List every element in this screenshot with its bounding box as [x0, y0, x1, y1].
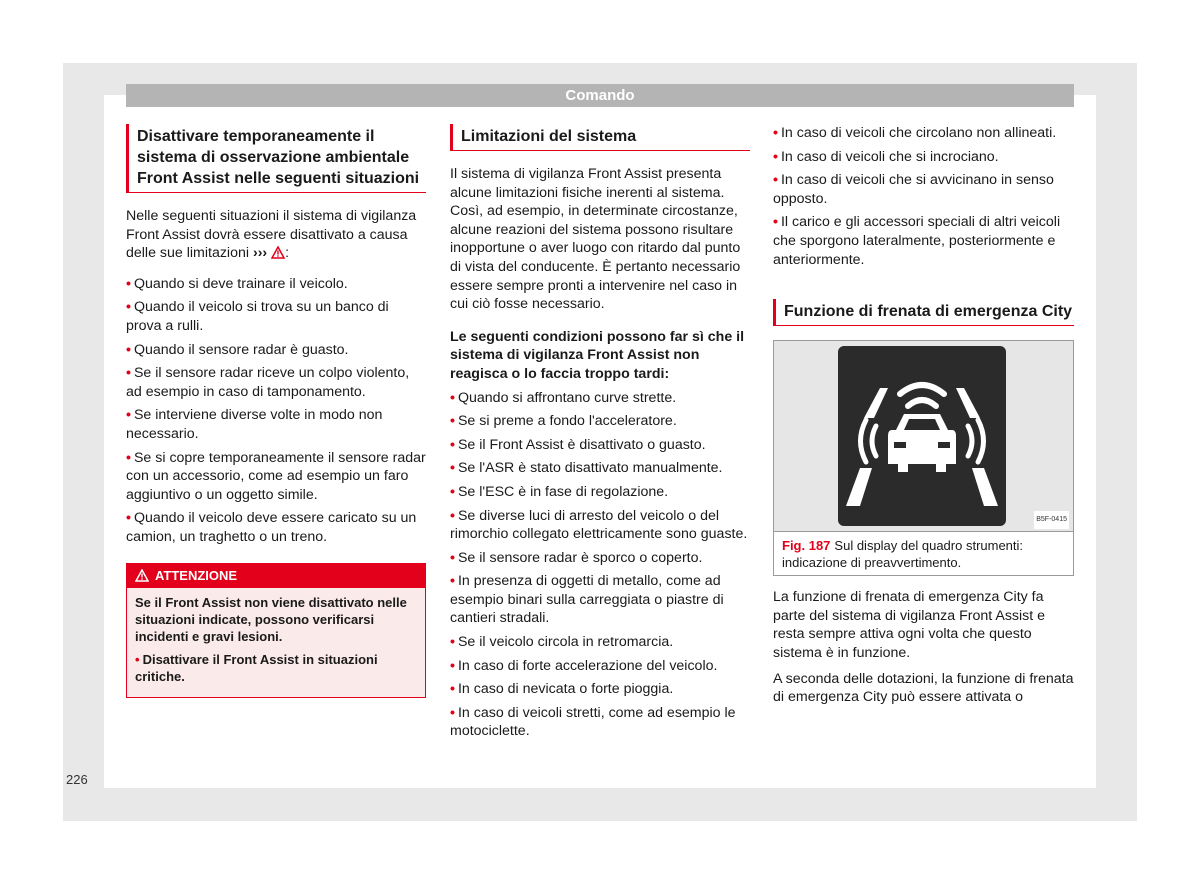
intro-paragraph: Il sistema di vigilanza Front Assist presenta alcune limitazioni fisiche inerenti al sistema. Così, ad esempio, in determinate circostanze, alcune reazioni del sistema possono risultare inopportune o aver luogo con ritardo dal punto di vista del conducente. È pertanto necessario essere sempre pronti a intervenire nel caso in cui ciò fosse necessario.	[450, 166, 741, 313]
paragraph: A seconda delle dotazioni, la funzione di frenata di emergenza City può essere attivata o	[773, 670, 1074, 706]
list-item: • Se il veicolo circola in retromarcia.	[450, 634, 674, 651]
bullet-list	[450, 389, 750, 742]
list-item: • In caso di veicoli che circolano non allineati.	[773, 125, 1057, 141]
warning-triangle-icon	[271, 246, 285, 259]
list-item: • Se il sensore radar riceve un colpo violento, ad esempio in caso di tamponamento.	[126, 365, 410, 400]
list-item: • Se l'ESC è in fase di regolazione.	[450, 483, 669, 500]
list-item: • Se interviene diverse volte in modo non necessario.	[126, 407, 383, 442]
column-3	[773, 124, 1074, 712]
reference-arrows: ›››	[252, 245, 268, 262]
list-item: • Il carico e gli accessori speciali di altri veicoli che sporgono lateralmente, posteriormente e anteriormente.	[773, 214, 1061, 268]
column-1	[126, 124, 426, 698]
list-item: • In caso di veicoli stretti, come ad esempio le motociclette.	[450, 704, 736, 740]
warning-text: Se il Front Assist non viene disattivato nelle situazioni indicate, possono verificarsi incidenti e gravi lesioni.	[135, 594, 407, 645]
list-item: • Se il sensore radar è sporco o coperto.	[450, 549, 703, 566]
warning-title: ATTENZIONE	[155, 567, 238, 583]
list-item: • Se diverse luci di arresto del veicolo o del rimorchio collegato elettricamente sono guaste.	[450, 507, 748, 543]
intro-colon: :	[285, 245, 290, 262]
warning-body	[127, 588, 425, 697]
intro-paragraph	[126, 207, 426, 263]
bullet-list	[126, 275, 426, 547]
warning-box	[126, 563, 426, 698]
paragraph: La funzione di frenata di emergenza City fa parte del sistema di vigilanza Front Assist e resta sempre attiva ogni volta che questo sistema è in funzione.	[773, 589, 1046, 661]
list-item: • In caso di forte accelerazione del veicolo.	[450, 657, 718, 674]
warning-bullet: • Disattivare il Front Assist in situazioni critiche.	[135, 651, 378, 685]
section-heading-limitazioni: Limitazioni del sistema	[450, 124, 750, 151]
bullet-list	[773, 124, 1074, 269]
list-item: • Quando il veicolo si trova su un banco di prova a rulli.	[126, 299, 389, 334]
intro-text: Nelle seguenti situazioni il sistema di vigilanza Front Assist dovrà essere disattivato a causa delle sue limitazioni	[126, 208, 417, 262]
list-item: • Se l'ASR è stato disattivato manualmente.	[450, 460, 723, 477]
list-item: • Quando il veicolo deve essere caricato su un camion, un traghetto o un treno.	[126, 510, 417, 545]
list-item: • In caso di veicoli che si avvicinano in senso opposto.	[773, 172, 1054, 207]
section-heading-disattivare: Disattivare temporaneamente il sistema di osservazione ambientale Front Assist nelle seguenti situazioni	[126, 124, 426, 193]
list-item: • In caso di veicoli che si incrociano.	[773, 148, 999, 165]
list-item: • Quando si affrontano curve strette.	[450, 389, 677, 406]
list-item: • Se si copre temporaneamente il sensore radar con un accessorio, come ad esempio un faro aggiuntivo o un oggetto simile.	[126, 449, 426, 503]
warning-triangle-icon	[135, 569, 149, 582]
page-number: 226	[66, 772, 88, 787]
figure-label: Fig. 187	[782, 538, 831, 554]
front-assist-warning-icon	[838, 346, 1006, 526]
section-heading-frenata: Funzione di frenata di emergenza City	[773, 299, 1074, 326]
list-item: • Quando il sensore radar è guasto.	[126, 341, 349, 358]
instrument-display	[838, 346, 1006, 526]
list-item: • Se il Front Assist è disattivato o guasto.	[450, 436, 706, 453]
warning-header	[127, 564, 425, 588]
list-item: • Quando si deve trainare il veicolo.	[126, 275, 348, 292]
list-item: • In presenza di oggetti di metallo, come ad esempio binari sulla carreggiata o piastre di cantieri stradali.	[450, 573, 724, 627]
figure-code: B5F-0415	[1034, 511, 1069, 530]
section-header: Comando	[126, 84, 1074, 107]
figure-caption	[773, 532, 1074, 576]
bold-intro: Le seguenti condizioni possono far sì che il sistema di vigilanza Front Assist non reagisca o lo faccia troppo tardi:	[450, 328, 745, 382]
column-2	[450, 124, 750, 746]
figure-caption-text: Sul display del quadro strumenti: indicazione di preavvertimento.	[782, 538, 1024, 571]
list-item: • Se si preme a fondo l'acceleratore.	[450, 413, 677, 430]
figure	[773, 340, 1074, 532]
list-item: • In caso di nevicata o forte pioggia.	[450, 681, 674, 698]
